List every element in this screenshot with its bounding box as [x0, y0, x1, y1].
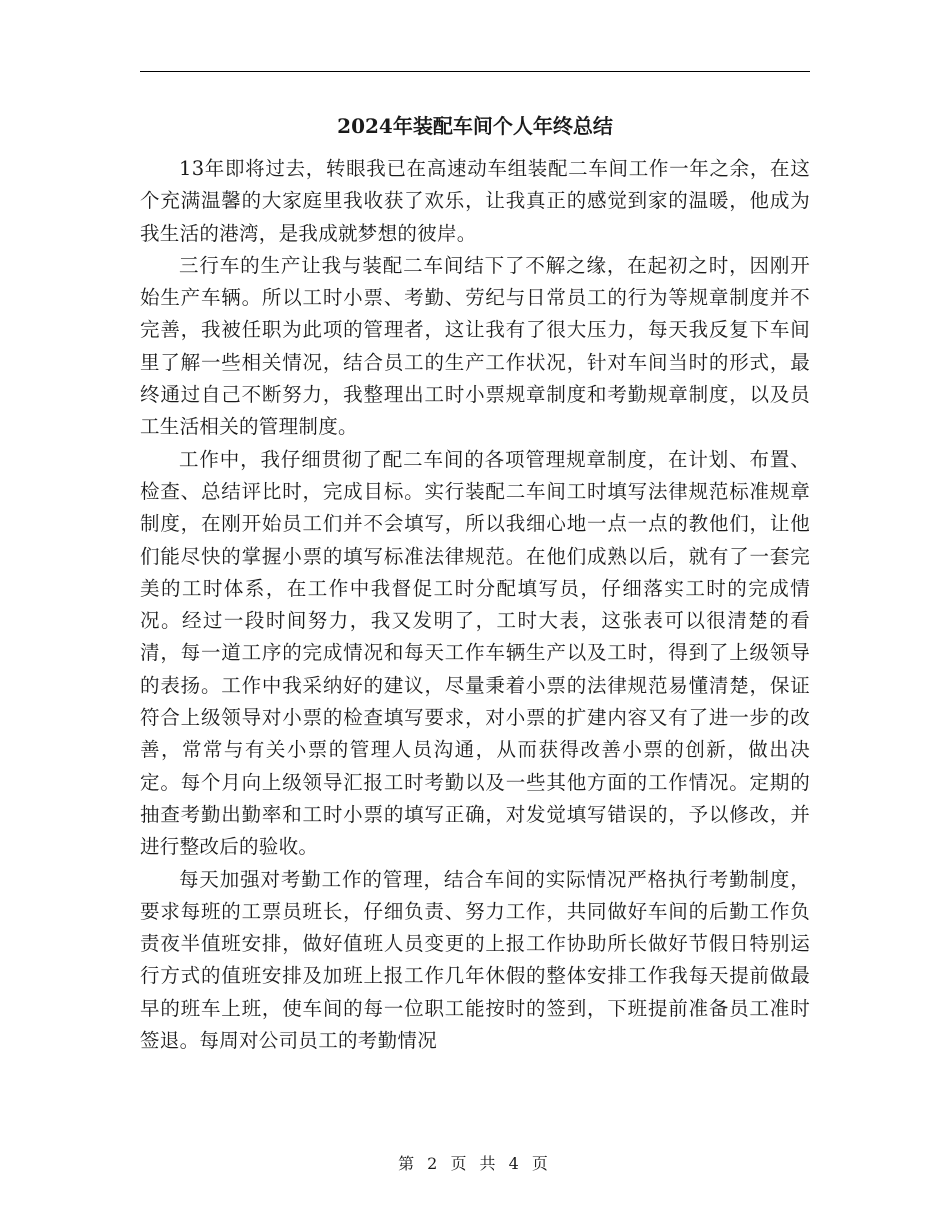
paragraph-2: 三行车的生产让我与装配二车间结下了不解之缘，在起初之时，因刚开始生产车辆。所以工时小票、考勤、劳纪与日常员工的行为等规章制度并不完善，我被任职为此项的管理者，这让我有了很大压力，每天我反复下车间里了解一些相关情况，结合员工的生产工作状况，针对车间当时的形式，最终通过自己不断努力，我整理出工时小票规章制度和考勤规章制度，以及员工生活相关的管理制度。	[140, 253, 810, 439]
header-rule	[140, 71, 810, 72]
document-body	[140, 153, 810, 1057]
paragraph-3: 工作中，我仔细贯彻了配二车间的各项管理规章制度，在计划、布置、检查、总结评比时，完成目标。实行装配二车间工时填写法律规范标准规章制度，在刚开始员工们并不会填写，所以我细心地一点一点的教他们，让他们能尽快的掌握小票的填写标准法律规范。在他们成熟以后，就有了一套完美的工时体系，在工作中我督促工时分配填写员，仔细落实工时的完成情况。经过一段时间努力，我又发明了，工时大表，这张表可以很清楚的看清，每一道工序的完成情况和每天工作车辆生产以及工时，得到了上级领导的表扬。工作中我采纳好的建议，尽量秉着小票的法律规范易懂清楚，保证符合上级领导对小票的检查填写要求，对小票的扩建内容又有了进一步的改善，常常与有关小票的管理人员沟通，从而获得改善小票的创新，做出决定。每个月向上级领导汇报工时考勤以及一些其他方面的工作情况。定期的抽查考勤出勤率和工时小票的填写正确，对发觉填写错误的，予以修改，并进行整改后的验收。	[140, 447, 810, 859]
document-title: 2024年装配车间个人年终总结	[337, 114, 613, 138]
page-footer: 第 2 页 共 4 页	[398, 1154, 552, 1173]
paragraph-4: 每天加强对考勤工作的管理，结合车间的实际情况严格执行考勤制度，要求每班的工票员班长，仔细负责、努力工作，共同做好车间的后勤工作负责夜半值班安排，做好值班人员变更的上报工作协助所长做好节假日特别运行方式的值班安排及加班上报工作几年休假的整体安排工作我每天提前做最早的班车上班，使车间的每一位职工能按时的签到，下班提前准备员工准时签退。每周对公司员工的考勤情况	[140, 867, 810, 1053]
paragraph-1: 13年即将过去，转眼我已在高速动车组装配二车间工作一年之余，在这个充满温馨的大家庭里我收获了欢乐，让我真正的感觉到家的温暖，他成为我生活的港湾，是我成就梦想的彼岸。	[140, 157, 810, 245]
